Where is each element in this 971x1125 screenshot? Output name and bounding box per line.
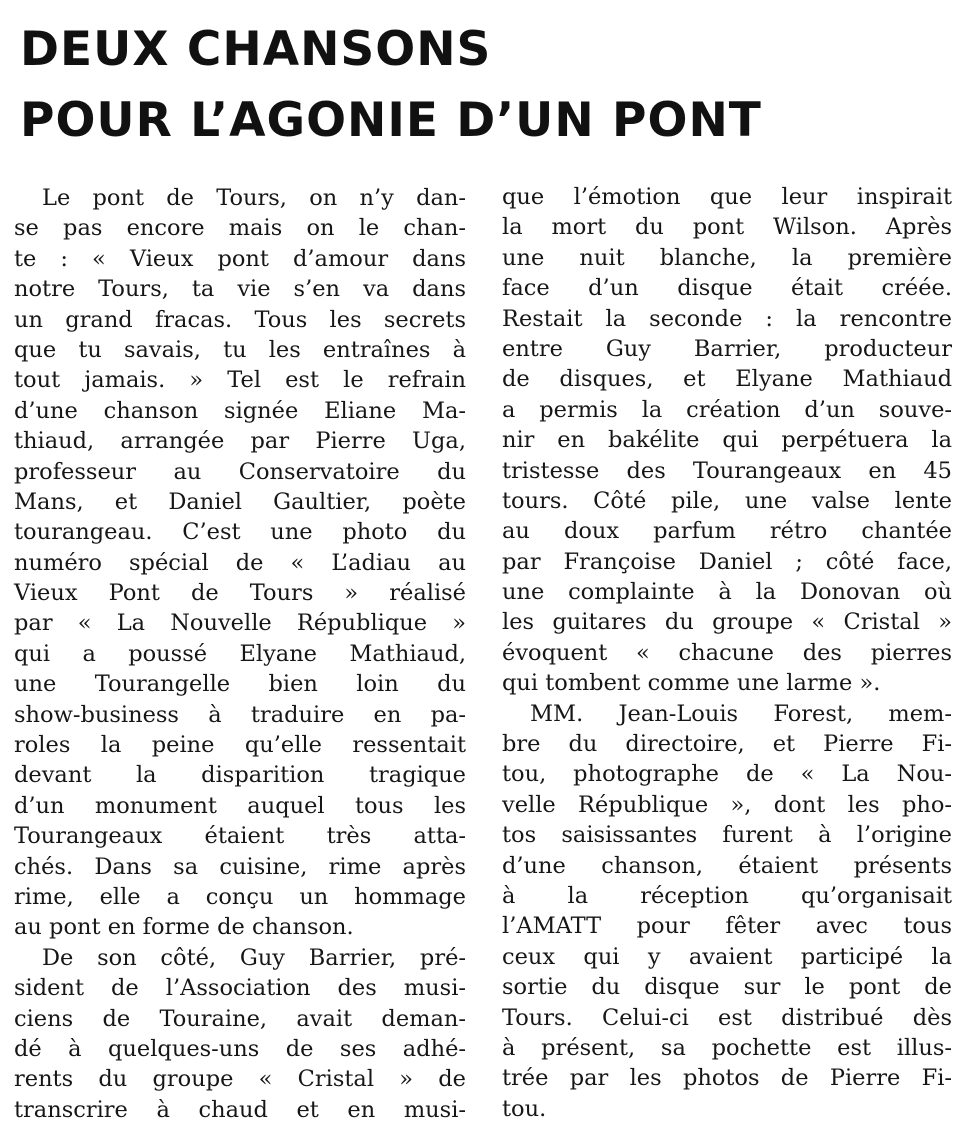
text-line: tos saisissantes furent à l’origine bbox=[502, 822, 952, 849]
text-line: un grand fracas. Tous les secrets bbox=[14, 306, 466, 333]
text-line: l’AMATT pour fêter avec tous bbox=[502, 913, 952, 940]
text-line: tou. bbox=[502, 1095, 547, 1122]
text-line: dé à quelques-uns de ses adhé- bbox=[14, 1035, 466, 1062]
text-line: la mort du pont Wilson. Après bbox=[502, 214, 952, 241]
text-line: qui tombent comme une larme ». bbox=[502, 670, 881, 697]
text-line: de disques, et Elyane Mathiaud bbox=[502, 366, 952, 393]
headline-line-1: DEUX CHANSONS bbox=[20, 22, 492, 77]
text-line: qui a poussé Elyane Mathiaud, bbox=[14, 640, 466, 667]
text-line: au pont en forme de chanson. bbox=[14, 914, 354, 941]
text-line: roles la peine qu’elle ressentait bbox=[14, 732, 466, 759]
text-line: d’un monument auquel tous les bbox=[14, 792, 466, 819]
text-line: rents du groupe « Cristal » de bbox=[14, 1066, 466, 1093]
text-line: que l’émotion que leur inspirait bbox=[502, 184, 952, 210]
text-line: Vieux Pont de Tours » réalisé bbox=[14, 580, 466, 607]
text-line: bre du directoire, et Pierre Fi- bbox=[502, 731, 952, 758]
text-line: une Tourangelle bien loin du bbox=[14, 671, 466, 698]
text-line: Tours. Celui-ci est distribué dès bbox=[502, 1004, 952, 1031]
text-line: a permis la création d’un souve- bbox=[502, 396, 952, 423]
text-line: nir en bakélite qui perpétuera la bbox=[502, 427, 952, 454]
text-line: ciens de Touraine, avait deman- bbox=[14, 1005, 466, 1032]
text-line: chés. Dans sa cuisine, rime après bbox=[14, 853, 466, 880]
headline-line-2: POUR L’AGONIE D’UN PONT bbox=[20, 93, 762, 148]
text-line: par « La Nouvelle République » bbox=[14, 610, 466, 637]
text-line: que tu savais, tu les entraînes à bbox=[14, 336, 466, 363]
text-line: évoquent « chacune des pierres bbox=[502, 639, 952, 666]
text-line: sident de l’Association des musi- bbox=[14, 975, 466, 1002]
text-line: notre Tours, ta vie s’en va dans bbox=[14, 276, 466, 303]
headline bbox=[20, 14, 762, 156]
text-line: une nuit blanche, la première bbox=[502, 244, 952, 271]
text-line: tristesse des Tourangeaux en 45 bbox=[502, 457, 952, 484]
text-line: à présent, sa pochette est illus- bbox=[502, 1034, 952, 1061]
text-line: MM. Jean-Louis Forest, mem- bbox=[530, 700, 952, 727]
text-line: show-business à traduire en pa- bbox=[14, 701, 466, 728]
text-line: tout jamais. » Tel est le refrain bbox=[14, 367, 466, 394]
text-line: te : « Vieux pont d’amour dans bbox=[14, 245, 466, 272]
text-line: trée par les photos de Pierre Fi- bbox=[502, 1065, 952, 1092]
right-column bbox=[502, 182, 952, 1124]
text-line: Tourangeaux étaient très atta- bbox=[14, 823, 466, 850]
text-line: à la réception qu’organisait bbox=[502, 882, 952, 909]
text-line: tou, photographe de « La Nou- bbox=[502, 761, 952, 788]
text-line: numéro spécial de « L’adiau au bbox=[14, 549, 466, 576]
text-line: rime, elle a conçu un hommage bbox=[14, 883, 466, 910]
text-line: transcrire à chaud et en musi- bbox=[14, 1096, 466, 1123]
text-line: les guitares du groupe « Cristal » bbox=[502, 609, 952, 636]
text-line: par Françoise Daniel ; côté face, bbox=[502, 548, 952, 575]
text-line: d’une chanson signée Eliane Ma- bbox=[14, 397, 466, 424]
text-line: De son côté, Guy Barrier, pré- bbox=[42, 944, 466, 971]
text-line: face d’un disque était créée. bbox=[502, 275, 952, 302]
text-line: tourangeau. C’est une photo du bbox=[14, 519, 466, 546]
text-line: se pas encore mais on le chan- bbox=[14, 215, 466, 242]
left-column bbox=[14, 183, 466, 1125]
text-line: professeur au Conservatoire du bbox=[14, 458, 466, 485]
text-line: d’une chanson, étaient présents bbox=[502, 852, 952, 879]
text-line: Mans, et Daniel Gaultier, poète bbox=[14, 488, 466, 515]
text-line: Le pont de Tours, on n’y dan- bbox=[42, 185, 466, 211]
text-line: une complainte à la Donovan où bbox=[502, 579, 952, 606]
text-line: velle République », dont les pho- bbox=[502, 791, 952, 818]
text-line: tours. Côté pile, une valse lente bbox=[502, 487, 952, 514]
text-line: thiaud, arrangée par Pierre Uga, bbox=[14, 428, 466, 455]
text-line: ceux qui y avaient participé la bbox=[502, 943, 952, 970]
text-line: au doux parfum rétro chantée bbox=[502, 518, 952, 545]
text-line: Restait la seconde : la rencontre bbox=[502, 305, 952, 332]
text-line: devant la disparition tragique bbox=[14, 762, 466, 789]
text-line: sortie du disque sur le pont de bbox=[502, 974, 952, 1001]
text-line: entre Guy Barrier, producteur bbox=[502, 335, 952, 362]
